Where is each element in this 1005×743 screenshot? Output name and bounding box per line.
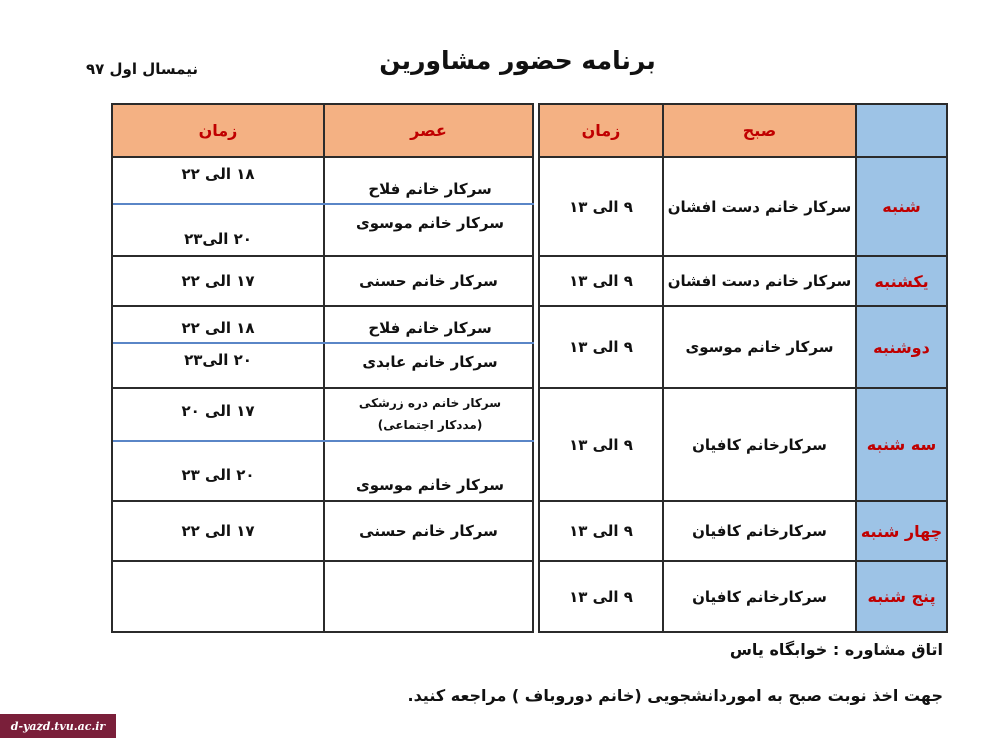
morning-cell: سرکارخانم کافیان (662, 500, 857, 562)
morning-time-cell: ۹ الی ۱۳ (538, 156, 664, 257)
counseling-room-note: اتاق مشاوره : خوابگاه یاس (729, 640, 943, 659)
evening-cell-empty (323, 560, 534, 633)
header-evening: عصر (323, 103, 534, 158)
header-morning: صبح (662, 103, 857, 158)
morning-cell: سرکار خانم موسوی (662, 305, 857, 389)
evening-advisor: سرکار خانم فلاح (330, 315, 530, 341)
evening-time: ۱۷ الی ۲۰ (118, 398, 318, 424)
morning-time-cell: ۹ الی ۱۳ (538, 255, 664, 307)
evening-time: ۲۰ الی۲۳ (118, 226, 318, 252)
evening-advisor-name: سرکار خانم دره زرشکی (358, 396, 502, 410)
evening-advisor: سرکار خانم فلاح (330, 176, 530, 202)
evening-time: ۲۰ الی۲۳ (118, 347, 318, 373)
evening-cell: سرکار خانم حسنی (323, 255, 534, 307)
appointment-note: جهت اخذ نوبت صبح به اموردانشجویی (خانم دوروباف ) مراجعه کنید. (407, 686, 943, 705)
morning-cell: سرکارخانم کافیان (662, 560, 857, 633)
evening-cell (323, 156, 534, 257)
evening-advisor-role: (مددکار اجتماعی) (377, 418, 483, 432)
evening-advisor: سرکار خانم موسوی (330, 210, 530, 236)
day-saturday: شنبه (855, 156, 948, 257)
day-thursday: پنج شنبه (855, 560, 948, 633)
evening-advisor: سرکار خانم موسوی (330, 472, 530, 498)
row-separator (113, 342, 534, 344)
evening-time: ۱۸ الی ۲۲ (118, 315, 318, 341)
morning-cell: سرکارخانم کافیان (662, 387, 857, 502)
evening-advisor: سرکار خانم عابدی (330, 349, 530, 375)
evening-advisor-social-worker (330, 390, 530, 438)
header-morning-time: زمان (538, 103, 664, 158)
evening-time: ۱۸ الی ۲۲ (118, 161, 318, 187)
evening-time: ۲۰ الی ۲۳ (118, 462, 318, 488)
day-wednesday: چهار شنبه (855, 500, 948, 562)
day-sunday: یکشنبه (855, 255, 948, 307)
day-monday: دوشنبه (855, 305, 948, 389)
site-logo: d-yazd.tvu.ac.ir (0, 714, 116, 738)
evening-time-cell-empty (111, 560, 325, 633)
morning-cell: سرکار خانم دست افشان (662, 255, 857, 307)
day-tuesday: سه شنبه (855, 387, 948, 502)
row-separator (113, 440, 534, 442)
header-corner (855, 103, 948, 158)
evening-time-cell: ۱۷ الی ۲۲ (111, 500, 325, 562)
page-title: برنامه حضور مشاورین (379, 46, 656, 75)
morning-time-cell: ۹ الی ۱۳ (538, 305, 664, 389)
evening-time-cell: ۱۷ الی ۲۲ (111, 255, 325, 307)
row-separator (113, 203, 534, 205)
morning-cell: سرکار خانم دست افشان (662, 156, 857, 257)
morning-time-cell: ۹ الی ۱۳ (538, 387, 664, 502)
evening-cell: سرکار خانم حسنی (323, 500, 534, 562)
semester-label: نیمسال اول ۹۷ (86, 60, 198, 78)
morning-time-cell: ۹ الی ۱۳ (538, 500, 664, 562)
morning-time-cell: ۹ الی ۱۳ (538, 560, 664, 633)
header-evening-time: زمان (111, 103, 325, 158)
